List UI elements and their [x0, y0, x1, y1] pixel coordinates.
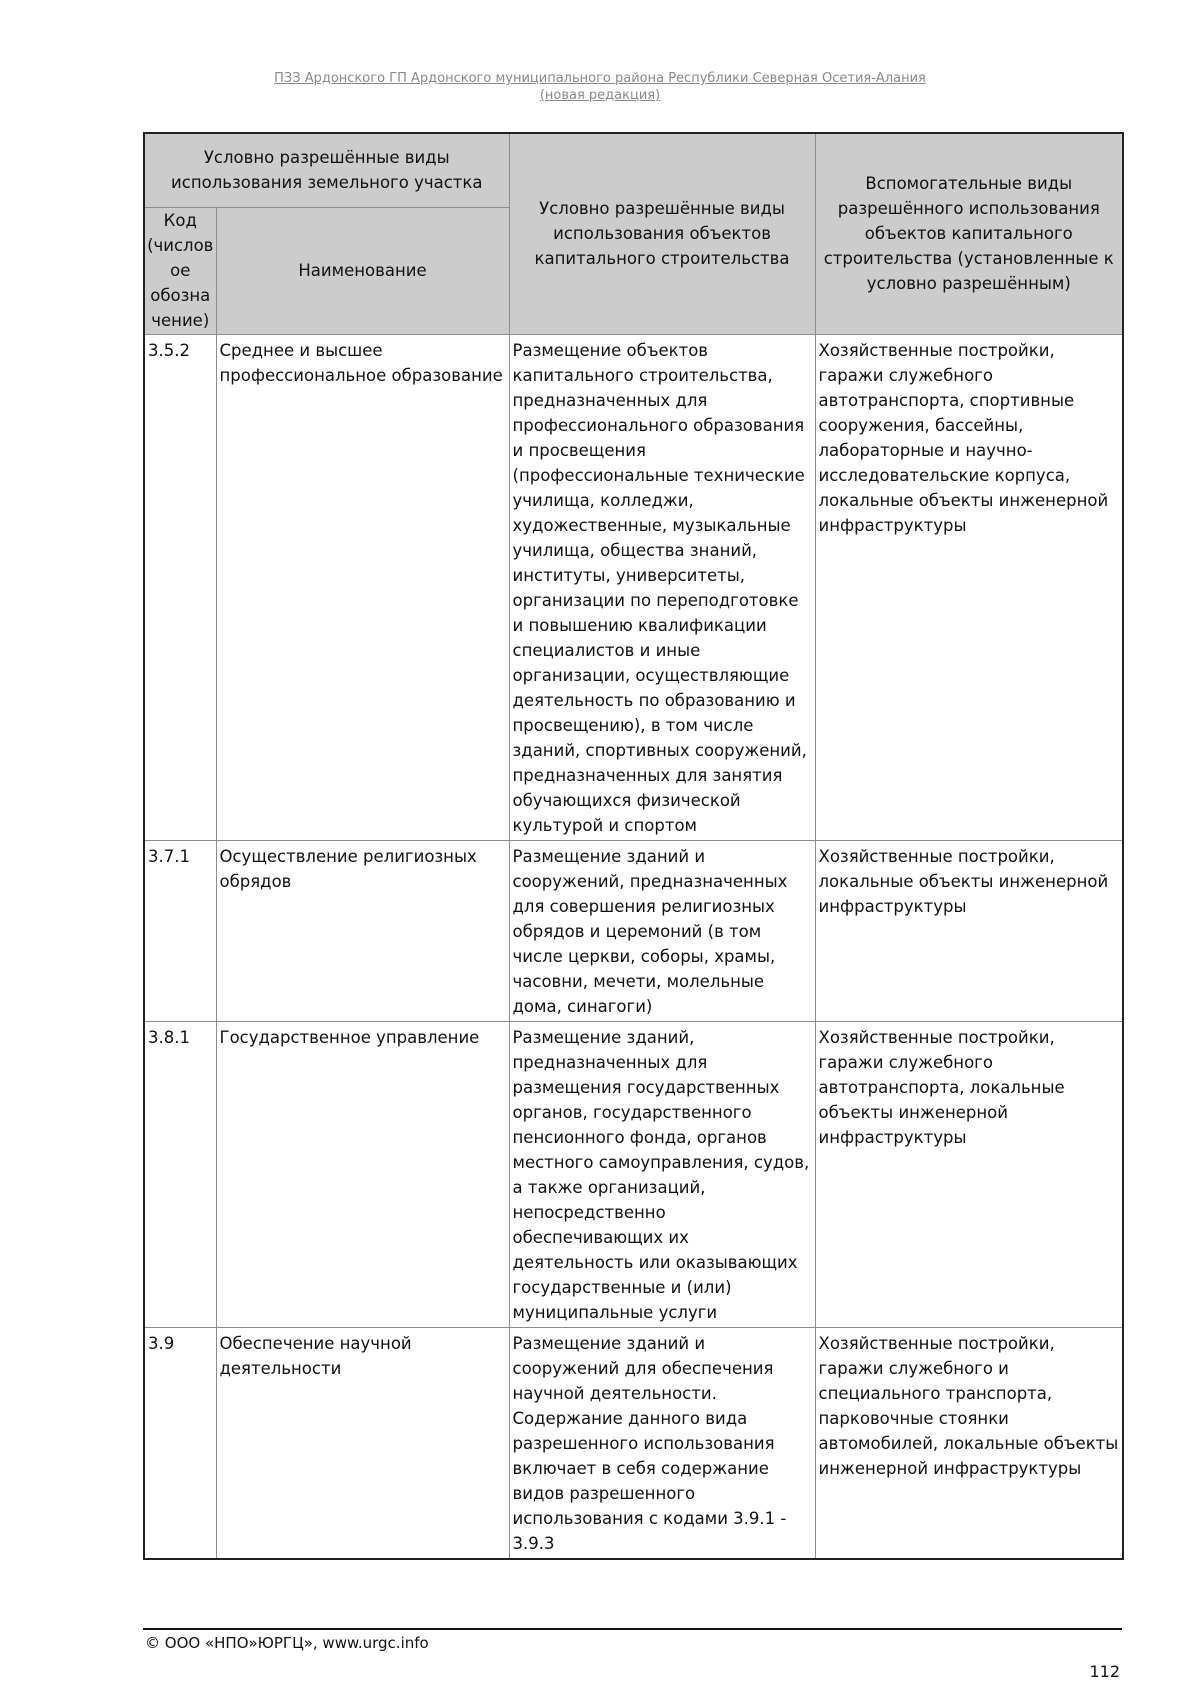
- header-code: Код (числов ое обозна чение): [144, 207, 216, 334]
- header-auxiliary-uses: Вспомогательные виды разрешённого использования объектов капитального строительства (установленные к условно разрешённым): [815, 133, 1123, 334]
- row-auxiliary: Хозяйственные постройки, гаражи служебного автотранспорта, локальные объекты инженерной инфраструктуры: [815, 1021, 1123, 1327]
- row-code: 3.7.1: [144, 840, 216, 1021]
- row-name: Осуществление религиозных обрядов: [216, 840, 509, 1021]
- table-row: [144, 1327, 1123, 1559]
- row-code: 3.9: [144, 1327, 216, 1559]
- footer-copyright: © ООО «НПО»ЮРГЦ», www.urgc.info: [145, 1634, 429, 1652]
- table-row: [144, 334, 1123, 840]
- row-name: Среднее и высшее профессиональное образование: [216, 334, 509, 840]
- row-name: Государственное управление: [216, 1021, 509, 1327]
- row-name: Обеспечение научной деятельности: [216, 1327, 509, 1559]
- header-name: Наименование: [216, 207, 509, 334]
- row-auxiliary: Хозяйственные постройки, гаражи служебного и специального транспорта, парковочные стоянки автомобилей, локальные объекты инженерной инфраструктуры: [815, 1327, 1123, 1559]
- header-land-group: Условно разрешённые виды использования земельного участка: [144, 133, 509, 207]
- table-row: [144, 840, 1123, 1021]
- row-auxiliary: Хозяйственные постройки, локальные объекты инженерной инфраструктуры: [815, 840, 1123, 1021]
- row-capital: Размещение зданий и сооружений для обеспечения научной деятельности. Содержание данного вида разрешенного использования включает в себя содержание видов разрешенного использования с кодами 3.9.1 - 3.9.3: [509, 1327, 815, 1559]
- row-capital: Размещение объектов капитального строительства, предназначенных для профессионального образования и просвещения (профессиональные технические училища, колледжи, художественные, музыкальные училища, общества знаний, институты, университеты, организации по переподготовке и повышению квалификации специалистов и иные организации, осуществляющие деятельность по образованию и просвещению), в том числе зданий, спортивных сооружений, предназначенных для занятия обучающихся физической культурой и спортом: [509, 334, 815, 840]
- header-title: ПЗЗ Ардонского ГП Ардонского муниципального района Республики Северная Осетия-Алания: [274, 71, 926, 86]
- header-capital-uses: Условно разрешённые виды использования объектов капитального строительства: [509, 133, 815, 334]
- row-code: 3.5.2: [144, 334, 216, 840]
- page-number: 112: [1089, 1662, 1120, 1681]
- row-code: 3.8.1: [144, 1021, 216, 1327]
- land-use-table: [143, 132, 1124, 1560]
- header-subtitle: (новая редакция): [539, 88, 661, 103]
- row-capital: Размещение зданий и сооружений, предназначенных для совершения религиозных обрядов и церемоний (в том числе церкви, соборы, храмы, часовни, мечети, молельные дома, синагоги): [509, 840, 815, 1021]
- document-header: [0, 70, 1200, 104]
- row-capital: Размещение зданий, предназначенных для размещения государственных органов, государственного пенсионного фонда, органов местного самоуправления, судов, а также организаций, непосредственно обеспечивающих их деятельность или оказывающих государственные и (или) муниципальные услуги: [509, 1021, 815, 1327]
- row-auxiliary: Хозяйственные постройки, гаражи служебного автотранспорта, спортивные сооружения, бассейны, лабораторные и научно-исследовательские корпуса, локальные объекты инженерной инфраструктуры: [815, 334, 1123, 840]
- table-row: [144, 1021, 1123, 1327]
- footer-divider: [143, 1628, 1122, 1630]
